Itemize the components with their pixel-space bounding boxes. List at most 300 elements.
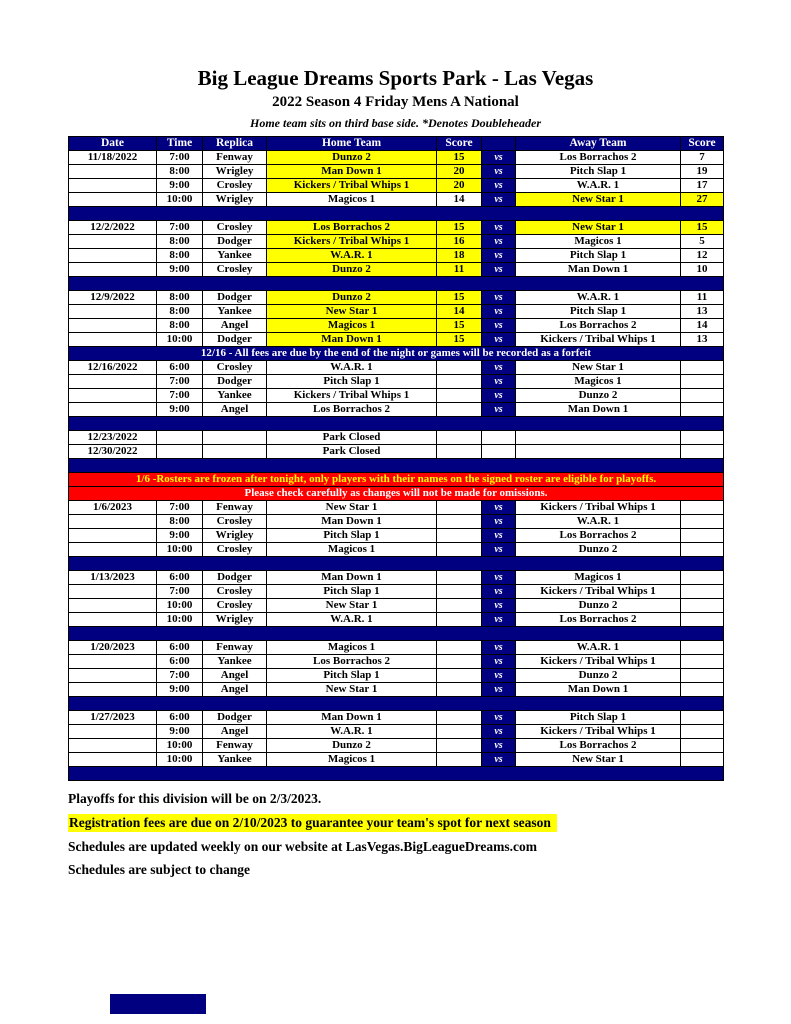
game-row	[69, 151, 724, 165]
game-row	[69, 305, 724, 319]
cell-date: 12/30/2022	[69, 445, 157, 459]
table-header	[69, 137, 724, 151]
separator-bar	[69, 459, 724, 473]
game-row	[69, 375, 724, 389]
cell-home-score	[437, 389, 482, 403]
cell-vs: vs	[482, 599, 516, 613]
cell-away-team: New Star 1	[516, 361, 681, 375]
cell-away-team: Man Down 1	[516, 683, 681, 697]
cell-time: 9:00	[157, 529, 203, 543]
cell-home-team: Los Borrachos 2	[267, 403, 437, 417]
cell-away-score: 15	[681, 221, 724, 235]
page-subtitle: 2022 Season 4 Friday Mens A National	[272, 94, 519, 110]
cell-vs	[482, 431, 516, 445]
cell-replica: Angel	[203, 403, 267, 417]
cell-vs: vs	[482, 585, 516, 599]
cell-date	[69, 599, 157, 613]
cell-home-score	[437, 431, 482, 445]
cell-vs: vs	[482, 263, 516, 277]
cell-time: 6:00	[157, 571, 203, 585]
cell-replica	[203, 445, 267, 459]
cell-time: 10:00	[157, 739, 203, 753]
cell-away-team: Dunzo 2	[516, 669, 681, 683]
cell-away-team: W.A.R. 1	[516, 179, 681, 193]
cell-replica: Angel	[203, 683, 267, 697]
cell-date	[69, 165, 157, 179]
separator-bar	[69, 207, 724, 221]
cell-away-score: 27	[681, 193, 724, 207]
cell-time	[157, 445, 203, 459]
cell-away-score	[681, 599, 724, 613]
banner-row	[69, 487, 724, 501]
page-title: Big League Dreams Sports Park - Las Vegas	[197, 66, 594, 90]
cell-away-score	[681, 725, 724, 739]
cell-home-score	[437, 725, 482, 739]
cell-date	[69, 249, 157, 263]
cell-time: 8:00	[157, 319, 203, 333]
cell-home-score	[437, 571, 482, 585]
cell-home-team: New Star 1	[267, 683, 437, 697]
col-header-score: Score	[681, 137, 724, 151]
cell-away-score	[681, 375, 724, 389]
cell-vs: vs	[482, 403, 516, 417]
game-row	[69, 683, 724, 697]
cell-replica: Crosley	[203, 515, 267, 529]
cell-away-team: Magicos 1	[516, 571, 681, 585]
cell-away-score	[681, 753, 724, 767]
cell-time: 6:00	[157, 711, 203, 725]
cell-away-score: 13	[681, 333, 724, 347]
footer	[68, 791, 791, 878]
cell-home-score: 11	[437, 263, 482, 277]
col-header-date: Date	[69, 137, 157, 151]
cell-replica: Yankee	[203, 753, 267, 767]
cell-time: 8:00	[157, 291, 203, 305]
game-row	[69, 711, 724, 725]
cell-away-team: Los Borrachos 2	[516, 151, 681, 165]
cell-home-score: 16	[437, 235, 482, 249]
separator-row	[69, 767, 724, 781]
col-header-away-team: Away Team	[516, 137, 681, 151]
cell-home-score	[437, 753, 482, 767]
cell-time: 10:00	[157, 753, 203, 767]
cell-replica: Crosley	[203, 263, 267, 277]
registration-note-line	[68, 814, 791, 832]
cell-home-score	[437, 375, 482, 389]
cell-vs: vs	[482, 389, 516, 403]
cell-date	[69, 403, 157, 417]
cell-vs: vs	[482, 669, 516, 683]
game-row	[69, 389, 724, 403]
cell-vs: vs	[482, 529, 516, 543]
cell-home-score	[437, 543, 482, 557]
cell-date: 1/27/2023	[69, 711, 157, 725]
cell-home-score	[437, 599, 482, 613]
cell-home-team: Kickers / Tribal Whips 1	[267, 235, 437, 249]
cell-home-score: 15	[437, 221, 482, 235]
cell-time: 8:00	[157, 165, 203, 179]
cell-away-team	[516, 445, 681, 459]
cell-home-team: New Star 1	[267, 501, 437, 515]
cell-home-team: Pitch Slap 1	[267, 375, 437, 389]
cell-away-score: 17	[681, 179, 724, 193]
game-row	[69, 655, 724, 669]
separator-row	[69, 459, 724, 473]
cell-time: 8:00	[157, 249, 203, 263]
cell-home-team: Magicos 1	[267, 543, 437, 557]
cell-away-team: W.A.R. 1	[516, 291, 681, 305]
cell-vs: vs	[482, 291, 516, 305]
fees-notice: 12/16 - All fees are due by the end of the night or games will be recorded as a forfeit	[69, 347, 724, 361]
cell-away-score	[681, 431, 724, 445]
separator-row	[69, 557, 724, 571]
cell-away-score: 5	[681, 235, 724, 249]
cell-away-team: Pitch Slap 1	[516, 711, 681, 725]
cell-home-team: New Star 1	[267, 305, 437, 319]
cell-date	[69, 389, 157, 403]
col-header-vs	[482, 137, 516, 151]
schedule-table	[68, 136, 724, 781]
cell-time: 7:00	[157, 585, 203, 599]
rosters-frozen-banner-line2: Please check carefully as changes will not be made for omissions.	[69, 487, 724, 501]
cell-time: 7:00	[157, 501, 203, 515]
cell-home-score	[437, 585, 482, 599]
cell-home-team: Park Closed	[267, 431, 437, 445]
cell-date: 12/9/2022	[69, 291, 157, 305]
cell-date	[69, 613, 157, 627]
game-row	[69, 291, 724, 305]
separator-bar	[69, 417, 724, 431]
cell-vs: vs	[482, 543, 516, 557]
cell-date	[69, 305, 157, 319]
cell-vs: vs	[482, 515, 516, 529]
cell-home-score	[437, 641, 482, 655]
separator-bar	[69, 277, 724, 291]
separator-row	[69, 697, 724, 711]
cell-away-team: Man Down 1	[516, 403, 681, 417]
cell-away-score	[681, 585, 724, 599]
cell-away-score: 7	[681, 151, 724, 165]
cell-away-team: Magicos 1	[516, 375, 681, 389]
cell-away-score: 11	[681, 291, 724, 305]
banner-row	[69, 473, 724, 487]
cell-vs: vs	[482, 683, 516, 697]
cell-vs: vs	[482, 641, 516, 655]
cell-home-team: Kickers / Tribal Whips 1	[267, 389, 437, 403]
cell-date	[69, 235, 157, 249]
cell-home-team: Man Down 1	[267, 333, 437, 347]
cell-away-score: 14	[681, 319, 724, 333]
rosters-frozen-banner-line1: 1/6 -Rosters are frozen after tonight, only players with their names on the signed roster are eligible for playoffs.	[69, 473, 724, 487]
cell-home-team: Dunzo 2	[267, 291, 437, 305]
separator-bar	[69, 627, 724, 641]
cell-away-team: New Star 1	[516, 753, 681, 767]
cell-vs: vs	[482, 151, 516, 165]
cell-replica: Yankee	[203, 655, 267, 669]
cell-time: 8:00	[157, 515, 203, 529]
cell-date	[69, 333, 157, 347]
cell-vs: vs	[482, 235, 516, 249]
cell-replica: Yankee	[203, 249, 267, 263]
cell-away-team: Man Down 1	[516, 263, 681, 277]
separator-row	[69, 417, 724, 431]
game-row	[69, 193, 724, 207]
game-row	[69, 319, 724, 333]
cell-replica: Angel	[203, 319, 267, 333]
cell-away-team: Pitch Slap 1	[516, 305, 681, 319]
cell-away-score	[681, 683, 724, 697]
cell-date	[69, 319, 157, 333]
cell-home-score	[437, 403, 482, 417]
cell-home-score: 14	[437, 193, 482, 207]
separator-row	[69, 627, 724, 641]
cell-replica: Fenway	[203, 151, 267, 165]
cell-vs: vs	[482, 333, 516, 347]
col-header-replica: Replica	[203, 137, 267, 151]
cell-home-team: Man Down 1	[267, 571, 437, 585]
cell-vs: vs	[482, 739, 516, 753]
cell-replica: Dodger	[203, 375, 267, 389]
cell-vs: vs	[482, 375, 516, 389]
cell-away-score	[681, 445, 724, 459]
cell-date	[69, 739, 157, 753]
cell-vs: vs	[482, 571, 516, 585]
cell-vs: vs	[482, 753, 516, 767]
cell-time: 10:00	[157, 193, 203, 207]
cell-date	[69, 655, 157, 669]
cell-away-team: Kickers / Tribal Whips 1	[516, 333, 681, 347]
park-closed-row	[69, 431, 724, 445]
cell-away-score: 10	[681, 263, 724, 277]
cell-away-team: Kickers / Tribal Whips 1	[516, 655, 681, 669]
cell-date	[69, 515, 157, 529]
cell-away-team: Pitch Slap 1	[516, 249, 681, 263]
header-row	[69, 137, 724, 151]
subject-to-change-note: Schedules are subject to change	[68, 862, 250, 877]
cell-time: 10:00	[157, 333, 203, 347]
cell-date: 12/2/2022	[69, 221, 157, 235]
separator-bar	[69, 557, 724, 571]
game-row	[69, 753, 724, 767]
col-header-score: Score	[437, 137, 482, 151]
game-row	[69, 501, 724, 515]
cell-home-team: Man Down 1	[267, 515, 437, 529]
game-row	[69, 361, 724, 375]
cell-home-team: W.A.R. 1	[267, 361, 437, 375]
cell-home-score: 15	[437, 319, 482, 333]
cell-away-team: New Star 1	[516, 221, 681, 235]
cell-time: 8:00	[157, 305, 203, 319]
cell-home-team: Pitch Slap 1	[267, 669, 437, 683]
cell-date	[69, 179, 157, 193]
game-row	[69, 725, 724, 739]
col-header-time: Time	[157, 137, 203, 151]
game-row	[69, 165, 724, 179]
cell-away-team	[516, 431, 681, 445]
cell-replica: Yankee	[203, 389, 267, 403]
cell-away-score	[681, 361, 724, 375]
cell-vs: vs	[482, 305, 516, 319]
cell-home-team: Magicos 1	[267, 319, 437, 333]
cell-home-score: 15	[437, 291, 482, 305]
cell-vs	[482, 445, 516, 459]
cell-time: 6:00	[157, 361, 203, 375]
cell-replica: Crosley	[203, 179, 267, 193]
cell-home-team: Dunzo 2	[267, 263, 437, 277]
cell-away-team: Magicos 1	[516, 235, 681, 249]
cell-vs: vs	[482, 711, 516, 725]
cell-time: 10:00	[157, 543, 203, 557]
cell-home-score: 15	[437, 151, 482, 165]
cell-time: 7:00	[157, 669, 203, 683]
game-row	[69, 543, 724, 557]
cell-vs: vs	[482, 165, 516, 179]
cell-replica: Dodger	[203, 571, 267, 585]
cell-away-team: Kickers / Tribal Whips 1	[516, 501, 681, 515]
cell-home-team: Man Down 1	[267, 711, 437, 725]
cell-home-team: Los Borrachos 2	[267, 655, 437, 669]
table-body	[69, 151, 724, 781]
cell-home-team: Park Closed	[267, 445, 437, 459]
registration-note: Registration fees are due on 2/10/2023 to guarantee your team's spot for next season	[68, 814, 557, 832]
home-team-note: Home team sits on third base side. *Denotes Doubleheader	[250, 116, 541, 130]
cell-vs: vs	[482, 221, 516, 235]
cell-date	[69, 193, 157, 207]
cell-time: 7:00	[157, 389, 203, 403]
cell-home-team: Magicos 1	[267, 193, 437, 207]
cell-home-score	[437, 711, 482, 725]
bottom-navy-box	[110, 994, 206, 1014]
cell-away-team: Dunzo 2	[516, 543, 681, 557]
cell-away-team: Kickers / Tribal Whips 1	[516, 725, 681, 739]
game-row	[69, 179, 724, 193]
cell-replica: Fenway	[203, 501, 267, 515]
cell-time	[157, 431, 203, 445]
cell-away-score	[681, 571, 724, 585]
cell-replica: Dodger	[203, 291, 267, 305]
notice-row	[69, 347, 724, 361]
cell-away-score	[681, 739, 724, 753]
game-row	[69, 515, 724, 529]
cell-replica: Fenway	[203, 641, 267, 655]
cell-home-score: 15	[437, 333, 482, 347]
cell-time: 7:00	[157, 375, 203, 389]
cell-away-score	[681, 529, 724, 543]
cell-time: 7:00	[157, 151, 203, 165]
cell-vs: vs	[482, 725, 516, 739]
cell-replica: Yankee	[203, 305, 267, 319]
playoffs-note: Playoffs for this division will be on 2/3/2023.	[68, 791, 322, 806]
cell-home-team: W.A.R. 1	[267, 613, 437, 627]
cell-date	[69, 543, 157, 557]
game-row	[69, 403, 724, 417]
cell-away-score	[681, 501, 724, 515]
cell-away-score: 13	[681, 305, 724, 319]
game-row	[69, 585, 724, 599]
cell-vs: vs	[482, 193, 516, 207]
cell-home-team: Magicos 1	[267, 641, 437, 655]
cell-date: 1/6/2023	[69, 501, 157, 515]
cell-date	[69, 683, 157, 697]
game-row	[69, 263, 724, 277]
separator-bar	[69, 767, 724, 781]
cell-home-score	[437, 655, 482, 669]
cell-away-score: 12	[681, 249, 724, 263]
cell-date: 11/18/2022	[69, 151, 157, 165]
cell-replica: Dodger	[203, 333, 267, 347]
cell-away-team: Dunzo 2	[516, 389, 681, 403]
col-header-home-team: Home Team	[267, 137, 437, 151]
cell-home-team: Magicos 1	[267, 753, 437, 767]
cell-home-score: 20	[437, 165, 482, 179]
separator-row	[69, 207, 724, 221]
cell-away-score	[681, 389, 724, 403]
cell-time: 6:00	[157, 641, 203, 655]
cell-date: 1/20/2023	[69, 641, 157, 655]
cell-replica: Wrigley	[203, 193, 267, 207]
cell-date	[69, 529, 157, 543]
cell-away-team: W.A.R. 1	[516, 515, 681, 529]
cell-time: 9:00	[157, 403, 203, 417]
cell-date	[69, 725, 157, 739]
cell-away-team: Pitch Slap 1	[516, 165, 681, 179]
cell-replica: Angel	[203, 669, 267, 683]
cell-away-score	[681, 515, 724, 529]
cell-date	[69, 669, 157, 683]
park-closed-row	[69, 445, 724, 459]
cell-home-score: 14	[437, 305, 482, 319]
cell-date: 12/16/2022	[69, 361, 157, 375]
cell-time: 6:00	[157, 655, 203, 669]
cell-date	[69, 753, 157, 767]
cell-replica: Angel	[203, 725, 267, 739]
cell-replica: Fenway	[203, 739, 267, 753]
cell-away-score	[681, 669, 724, 683]
cell-vs: vs	[482, 655, 516, 669]
cell-replica: Dodger	[203, 235, 267, 249]
cell-replica: Crosley	[203, 221, 267, 235]
cell-home-team: New Star 1	[267, 599, 437, 613]
cell-away-team: Los Borrachos 2	[516, 739, 681, 753]
cell-date	[69, 585, 157, 599]
cell-away-score	[681, 711, 724, 725]
cell-time: 10:00	[157, 599, 203, 613]
game-row	[69, 235, 724, 249]
cell-replica: Wrigley	[203, 613, 267, 627]
cell-vs: vs	[482, 361, 516, 375]
cell-home-team: Man Down 1	[267, 165, 437, 179]
cell-away-team: Dunzo 2	[516, 599, 681, 613]
cell-vs: vs	[482, 179, 516, 193]
cell-time: 9:00	[157, 263, 203, 277]
cell-home-score	[437, 669, 482, 683]
cell-vs: vs	[482, 319, 516, 333]
cell-home-score	[437, 515, 482, 529]
cell-home-team: Dunzo 2	[267, 739, 437, 753]
cell-away-team: Los Borrachos 2	[516, 319, 681, 333]
cell-home-score	[437, 529, 482, 543]
cell-replica: Crosley	[203, 599, 267, 613]
cell-home-team: Pitch Slap 1	[267, 529, 437, 543]
cell-away-team: Kickers / Tribal Whips 1	[516, 585, 681, 599]
cell-home-score	[437, 739, 482, 753]
cell-away-team: W.A.R. 1	[516, 641, 681, 655]
cell-time: 8:00	[157, 235, 203, 249]
cell-home-team: Kickers / Tribal Whips 1	[267, 179, 437, 193]
cell-away-team: New Star 1	[516, 193, 681, 207]
cell-home-score	[437, 613, 482, 627]
game-row	[69, 599, 724, 613]
